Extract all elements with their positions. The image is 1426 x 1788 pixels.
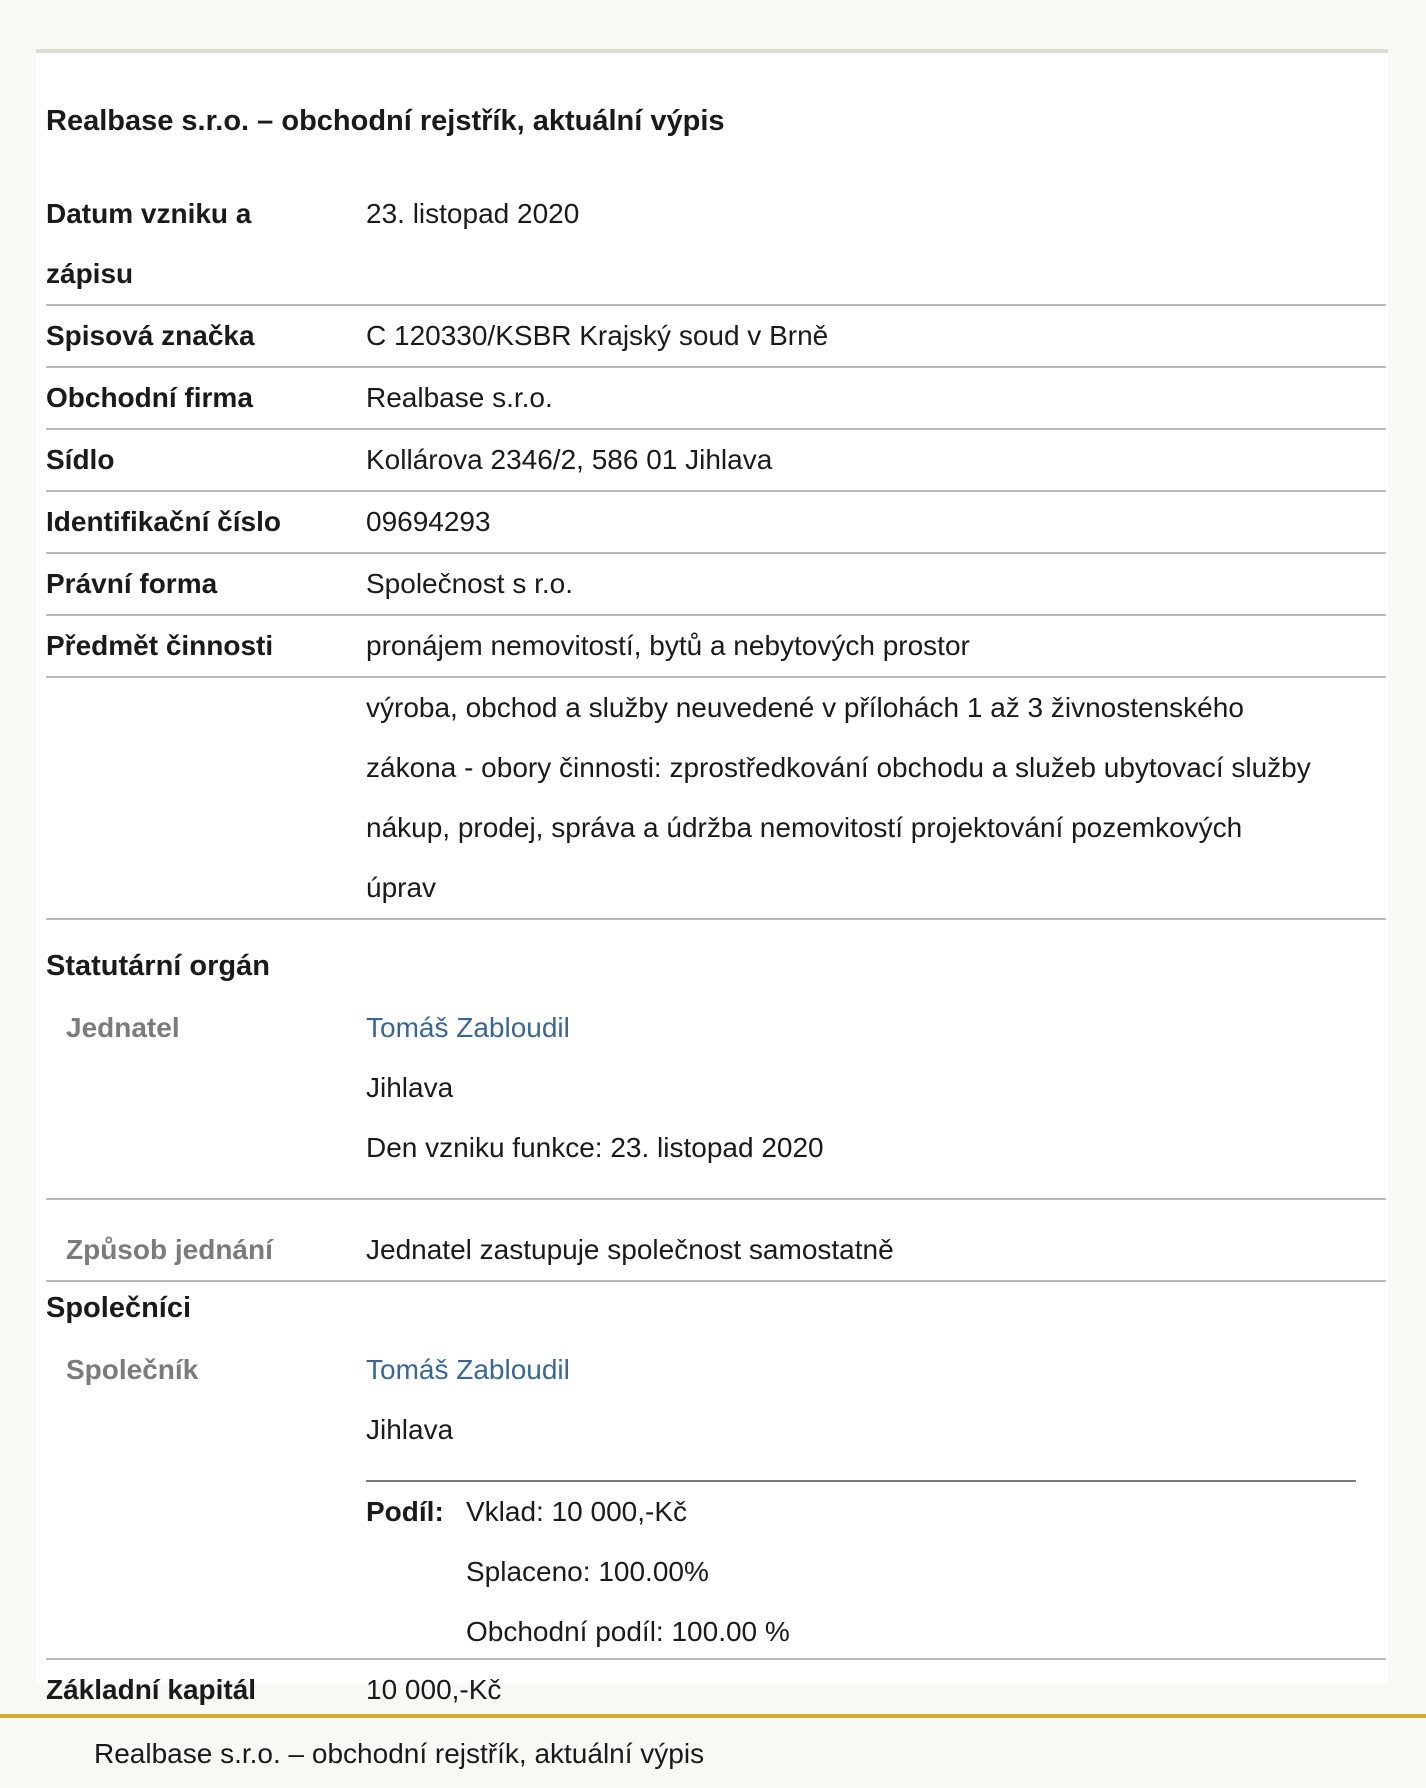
row-label: Předmět činnosti (46, 630, 274, 661)
jednatel-city: Jihlava (366, 1072, 454, 1103)
row-zpusob-jednani (46, 1220, 1386, 1282)
row-value: 23. listopad 2020 (366, 198, 580, 229)
footer-text: Realbase s.r.o. – obchodní rejstřík, aktuální výpis (94, 1738, 705, 1769)
row-pravni-forma (46, 554, 1386, 616)
row-jednatel (46, 998, 1386, 1200)
row-value: pronájem nemovitostí, bytů a nebytových prostor (366, 630, 970, 661)
row-value (366, 998, 1386, 1178)
row-label: Právní forma (46, 568, 218, 599)
row-value: 10 000,-Kč (366, 1674, 502, 1705)
row-predmet-cinnosti-2 (46, 678, 1386, 920)
row-value (366, 1340, 1386, 1460)
row-value: C 120330/KSBR Krajský soud v Brně (366, 320, 829, 351)
row-label: Obchodní firma (46, 382, 253, 413)
row-label: Spisová značka (46, 320, 255, 351)
row-obchodni-firma (46, 368, 1386, 430)
row-label: Jednatel (66, 1012, 180, 1043)
row-value: Kollárova 2346/2, 586 01 Jihlava (366, 444, 773, 475)
register-card (36, 49, 1388, 1705)
row-value: Jednatel zastupuje společnost samostatně (366, 1234, 894, 1265)
row-label: Identifikační číslo (46, 506, 281, 537)
row-predmet-cinnosti (46, 616, 1386, 678)
section-statutarni-organ: Statutární orgán (46, 950, 270, 982)
spolecnik-name-link[interactable]: Tomáš Zabloudil (366, 1354, 570, 1385)
row-spisova-znacka (46, 306, 1386, 368)
jednatel-name-link[interactable]: Tomáš Zabloudil (366, 1012, 570, 1043)
podil-obchodni: Obchodní podíl: 100.00 % (466, 1616, 790, 1647)
row-identifikacni-cislo (46, 492, 1386, 554)
spolecnik-city: Jihlava (366, 1414, 454, 1445)
row-value: Společnost s r.o. (366, 568, 574, 599)
row-spolecnik (46, 1340, 1386, 1660)
row-zakladni-kapital (46, 1660, 1386, 1722)
section-spolecnici: Společníci (46, 1292, 192, 1324)
row-value: 09694293 (366, 506, 491, 537)
row-value: Realbase s.r.o. (366, 382, 553, 413)
podil-vklad: Vklad: 10 000,-Kč (466, 1496, 688, 1527)
page-title: Realbase s.r.o. – obchodní rejstřík, aktuální výpis (46, 105, 725, 137)
podil-values (466, 1482, 790, 1662)
jednatel-since: Den vzniku funkce: 23. listopad 2020 (366, 1132, 824, 1163)
row-value-multiline: výroba, obchod a služby neuvedené v přílohách 1 až 3 živnostenského zákona - obory činnosti: zprostředkování obchodu a služeb ubytovací služby nákup, prodej, správa a údržba nemovitostí projektování pozemkových úprav (366, 692, 1311, 903)
footer (0, 1714, 1426, 1788)
podil-splaceno: Splaceno: 100.00% (466, 1556, 709, 1587)
row-label: Sídlo (46, 444, 115, 475)
row-label: Datum vzniku a zápisu (46, 198, 252, 289)
podil-label: Podíl: (366, 1496, 444, 1527)
row-label: Způsob jednání (66, 1234, 273, 1265)
row-label: Základní kapitál (46, 1674, 257, 1705)
row-label: Společník (66, 1354, 199, 1385)
row-datum-vzniku (46, 184, 1386, 306)
row-sidlo (46, 430, 1386, 492)
